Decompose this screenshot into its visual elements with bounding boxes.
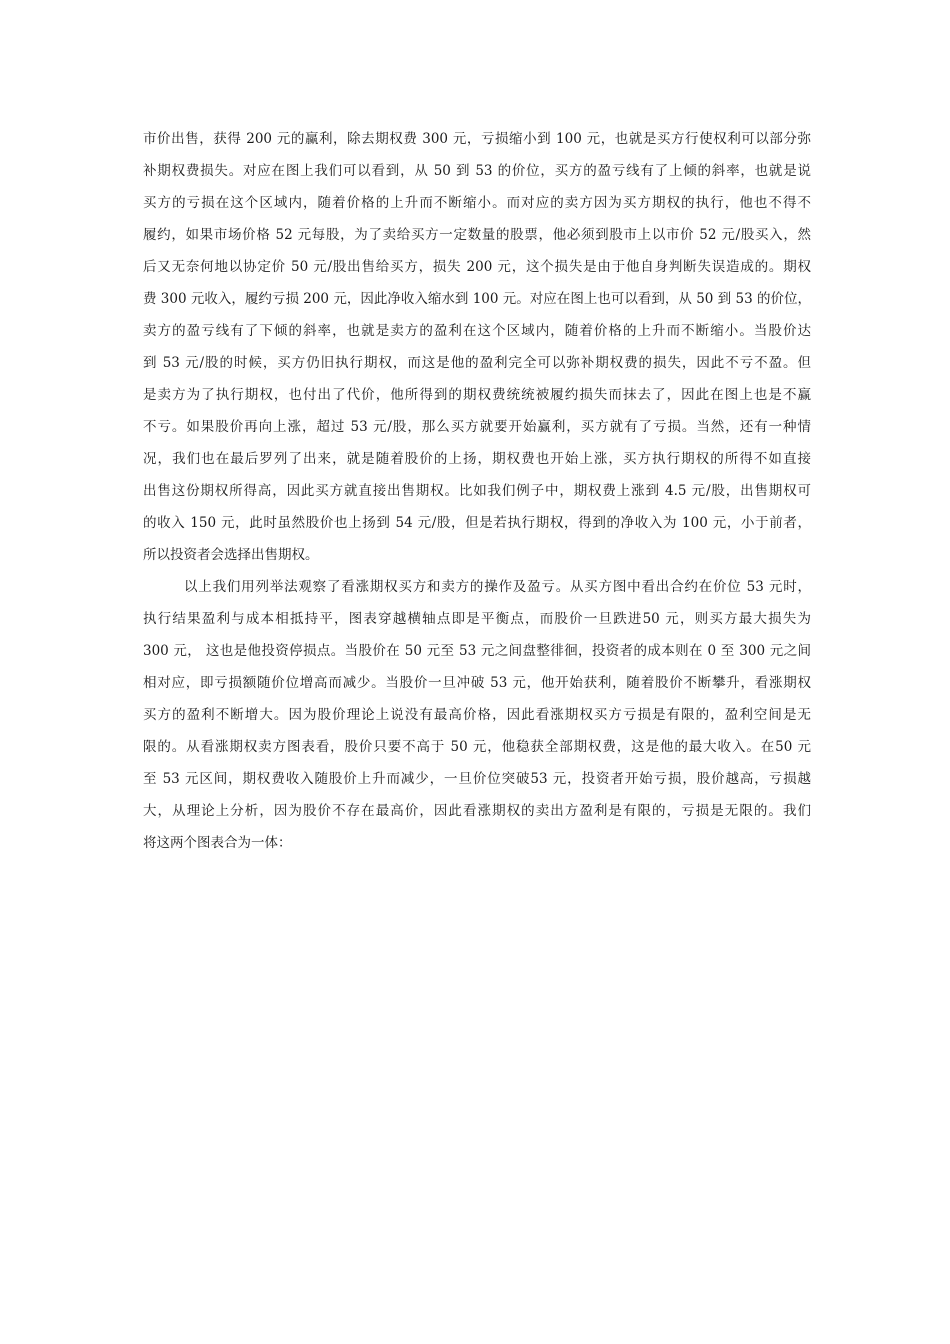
text-line: 到 53 元/股的时候，买方仍旧执行期权，而这是他的盈利完全可以弥补期权费的损失，因此不亏不盈。但 [143,355,811,371]
document-body [143,123,811,859]
text-line: 费 300 元收入，履约亏损 200 元，因此净收入缩水到 100 元。对应在图上也可以看到，从 50 到 53 的价位， [143,291,811,307]
text-line: 况，我们也在最后罗列了出来，就是随着股价的上扬，期权费也开始上涨，买方执行期权的所得不如直接 [143,451,811,467]
paragraph-2 [143,571,811,859]
text-line: 履约，如果市场价格 52 元每股，为了卖给买方一定数量的股票，他必须到股市上以市价 52 元/股买入，然 [143,227,811,243]
text-line: 300 元， 这也是他投资停损点。当股价在 50 元至 53 元之间盘整徘徊，投资者的成本则在 0 至 300 元之间 [143,643,811,659]
text-line: 执行结果盈利与成本相抵持平，图表穿越横轴点即是平衡点，而股价一旦跌进50 元，则买方最大损失为 [143,611,811,627]
text-line: 的收入 150 元，此时虽然股价也上扬到 54 元/股，但是若执行期权，得到的净收入为 100 元，小于前者， [143,515,811,531]
text-line: 出售这份期权所得高，因此买方就直接出售期权。比如我们例子中，期权费上涨到 4.5 元/股，出售期权可 [143,483,811,499]
text-line: 买方的亏损在这个区域内，随着价格的上升而不断缩小。而对应的卖方因为买方期权的执行，他也不得不 [143,195,811,211]
text-line: 至 53 元区间，期权费收入随股价上升而减少，一旦价位突破53 元，投资者开始亏损，股价越高，亏损越 [143,771,811,787]
text-line: 市价出售，获得 200 元的赢利，除去期权费 300 元，亏损缩小到 100 元，也就是买方行使权利可以部分弥 [143,131,811,147]
paragraph-1 [143,123,811,571]
text-line: 相对应，即亏损额随价位增高而减少。当股价一旦冲破 53 元，他开始获利，随着股价不断攀升，看涨期权 [143,675,811,691]
text-line: 卖方的盈亏线有了下倾的斜率，也就是卖方的盈利在这个区域内，随着价格的上升而不断缩小。当股价达 [143,323,811,339]
text-line: 所以投资者会选择出售期权。 [143,547,319,563]
text-line: 补期权费损失。对应在图上我们可以看到，从 50 到 53 的价位，买方的盈亏线有了上倾的斜率，也就是说 [143,163,811,179]
text-line: 以上我们用列举法观察了看涨期权买方和卖方的操作及盈亏。从买方图中看出合约在价位 53 元时， [184,579,811,595]
text-line: 不亏。如果股价再向上涨，超过 53 元/股，那么买方就要开始赢利，买方就有了亏损。当然，还有一种情 [143,419,811,435]
text-line: 后又无奈何地以协定价 50 元/股出售给买方，损失 200 元，这个损失是由于他自身判断失误造成的。期权 [143,259,811,275]
text-line: 大，从理论上分析，因为股价不存在最高价，因此看涨期权的卖出方盈利是有限的，亏损是无限的。我们 [143,803,811,819]
text-line: 买方的盈利不断增大。因为股价理论上说没有最高价格，因此看涨期权买方亏损是有限的，盈利空间是无 [143,707,811,723]
text-line: 将这两个图表合为一体： [143,835,292,851]
text-line: 是卖方为了执行期权，也付出了代价，他所得到的期权费统统被履约损失而抹去了，因此在图上也是不赢 [143,387,811,403]
text-line: 限的。从看涨期权卖方图表看，股价只要不高于 50 元，他稳获全部期权费，这是他的最大收入。在50 元 [143,739,811,755]
